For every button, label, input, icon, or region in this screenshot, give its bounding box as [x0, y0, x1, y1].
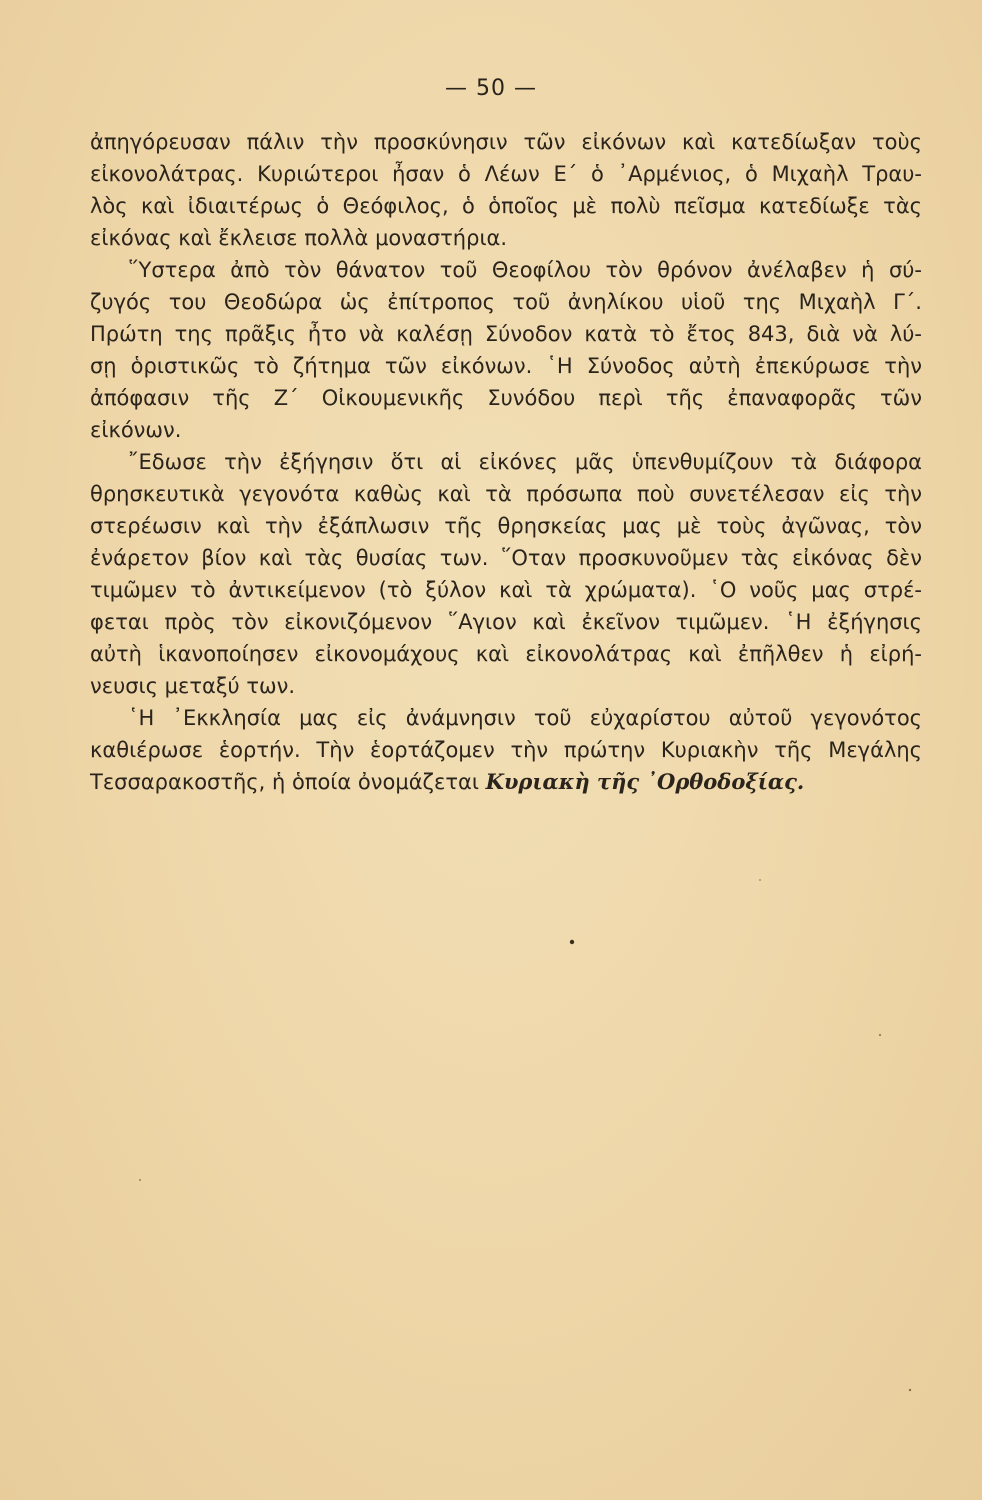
final-line-text: Τεσσαρακοστῆς, ἡ ὁποία ὀνομάζεται	[90, 770, 479, 794]
text-line: εἰκονολάτρας. Κυριώτεροι ἦσαν ὁ Λέων Ε΄ ὁ ᾿Αρμένιος, ὁ Μιχαὴλ Τραυ-	[90, 162, 922, 186]
text-line: Πρώτη της πρᾶξις ἦτο νὰ καλέσῃ Σύνοδον κατὰ τὸ ἔτος 843, διὰ νὰ λύ-	[90, 322, 922, 346]
text-line: εἰκόνων.	[90, 418, 182, 442]
text-line: αὐτὴ ἱκανοποίησεν εἰκονομάχους καὶ εἰκονολάτρας καὶ ἐπῆλθεν ἡ εἰρή-	[90, 642, 922, 666]
text-line: εἰκόνας καὶ ἔκλεισε πολλὰ μοναστήρια.	[90, 226, 508, 250]
text-line: ζυγός του Θεοδώρα ὡς ἐπίτροπος τοῦ ἀνηλίκου υἱοῦ της Μιχαὴλ Γ΄.	[90, 290, 922, 314]
text-line: σῃ ὁριστικῶς τὸ ζήτημα τῶν εἰκόνων. ῾Η Σύνοδος αὐτὴ ἐπεκύρωσε τὴν	[90, 354, 922, 378]
text-line: νευσις μεταξύ των.	[90, 674, 296, 698]
paper-speck	[139, 1179, 141, 1181]
text-line: ἀπόφασιν τῆς Ζ΄ Οἰκουμενικῆς Συνόδου περὶ τῆς ἐπαναφορᾶς τῶν	[90, 386, 922, 410]
paper-speck	[909, 1389, 911, 1391]
text-line: ῎Εδωσε τὴν ἐξήγησιν ὅτι αἱ εἰκόνες μᾶς ὑπενθυμίζουν τὰ διάφορα	[128, 450, 922, 474]
page-number: — 50 —	[445, 76, 537, 101]
text-line: τιμῶμεν τὸ ἀντικείμενον (τὸ ξύλον καὶ τὰ χρώματα). ῾Ο νοῦς μας στρέ-	[90, 578, 922, 602]
text-line: φεται πρὸς τὸν εἰκονιζόμενον ῞Αγιον καὶ ἐκεῖνον τιμῶμεν. ῾Η ἐξήγησις	[90, 610, 922, 634]
body-text	[90, 126, 922, 798]
text-line: ῾Η ᾿Εκκλησία μας εἰς ἀνάμνησιν τοῦ εὐχαρίστου αὐτοῦ γεγονότος	[128, 706, 922, 730]
text-line: ἐνάρετον βίον καὶ τὰς θυσίας των. ῞Οταν προσκυνοῦμεν τὰς εἰκόνας δὲν	[90, 546, 922, 570]
feast-title: Κυριακὴ τῆς ᾿Ορθοδοξίας.	[485, 769, 805, 794]
text-line: ἀπηγόρευσαν πάλιν τὴν προσκύνησιν τῶν εἰκόνων καὶ κατεδίωξαν τοὺς	[90, 130, 922, 154]
text-line: θρησκευτικὰ γεγονότα καθὼς καὶ τὰ πρόσωπα ποὺ συνετέλεσαν εἰς τὴν	[90, 482, 922, 506]
text-line: καθιέρωσε ἑορτήν. Τὴν ἑορτάζομεν τὴν πρώτην Κυριακὴν τῆς Μεγάλης	[90, 738, 922, 762]
final-text-line	[90, 766, 922, 798]
text-line: λὸς καὶ ἰδιαιτέρως ὁ Θεόφιλος, ὁ ὁποῖος μὲ πολὺ πεῖσμα κατεδίωξε τὰς	[90, 194, 922, 218]
paper-speck	[879, 1034, 881, 1036]
text-line: ῞Υστερα ἀπὸ τὸν θάνατον τοῦ Θεοφίλου τὸν θρόνον ἀνέλαβεν ἡ σύ-	[128, 258, 922, 282]
text-line: στερέωσιν καὶ τὴν ἐξάπλωσιν τῆς θρησκείας μας μὲ τοὺς ἀγῶνας, τὸν	[90, 514, 922, 538]
ink-speck	[570, 940, 574, 944]
paper-speck	[759, 879, 761, 881]
